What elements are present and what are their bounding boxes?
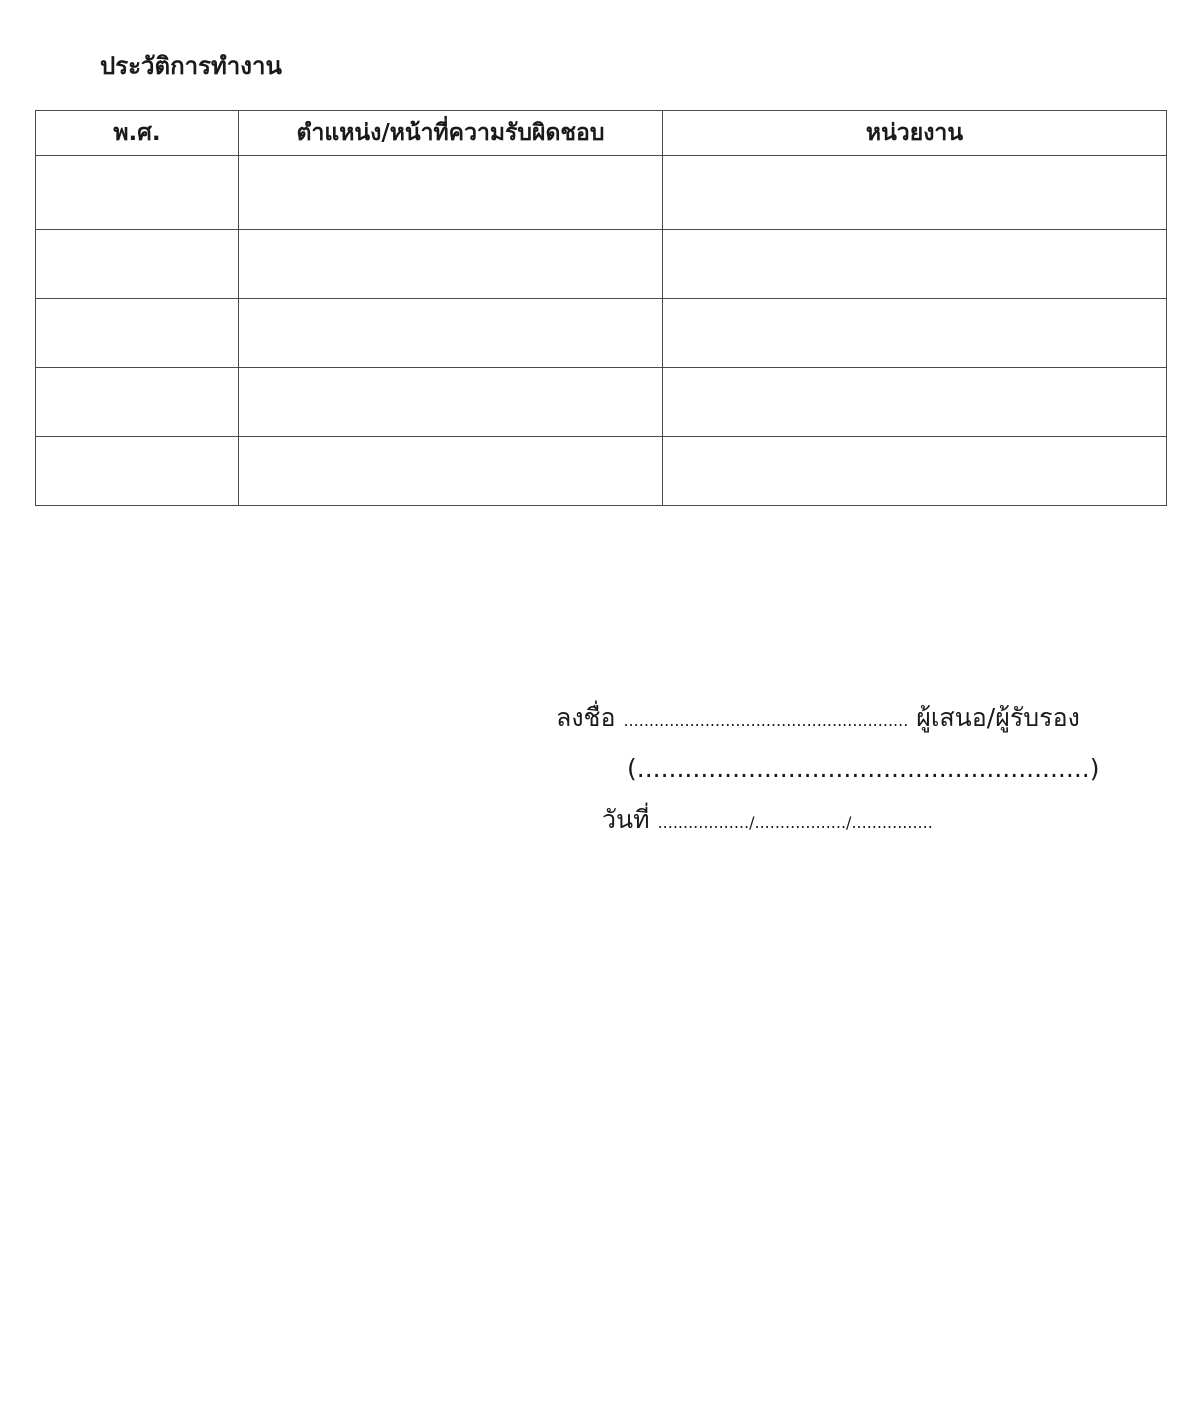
cell-year[interactable]	[36, 368, 239, 437]
name-line	[627, 751, 1099, 787]
header-position: ตำแหน่ง/หน้าที่ความรับผิดชอบ	[239, 111, 663, 156]
section-title: ประวัติการทำงาน	[100, 52, 282, 80]
header-organization: หน่วยงาน	[663, 111, 1167, 156]
cell-organization[interactable]	[663, 368, 1167, 437]
work-history-table	[35, 110, 1167, 506]
sign-label: ลงชื่อ	[556, 703, 616, 732]
table-row	[36, 368, 1167, 437]
signature-line	[556, 700, 1080, 739]
role-label: ผู้เสนอ/ผู้รับรอง	[916, 703, 1080, 732]
date-line	[602, 802, 933, 841]
cell-position[interactable]	[239, 368, 663, 437]
cell-year[interactable]	[36, 437, 239, 506]
table-row	[36, 299, 1167, 368]
table-row	[36, 437, 1167, 506]
cell-organization[interactable]	[663, 437, 1167, 506]
cell-organization[interactable]	[663, 230, 1167, 299]
cell-position[interactable]	[239, 299, 663, 368]
cell-year[interactable]	[36, 299, 239, 368]
cell-position[interactable]	[239, 156, 663, 230]
cell-year[interactable]	[36, 230, 239, 299]
table-row	[36, 156, 1167, 230]
cell-organization[interactable]	[663, 156, 1167, 230]
printed-name-field[interactable]: (.........................................................)	[627, 754, 1100, 783]
cell-organization[interactable]	[663, 299, 1167, 368]
table-row	[36, 230, 1167, 299]
cell-position[interactable]	[239, 437, 663, 506]
cell-year[interactable]	[36, 156, 239, 230]
sign-dots[interactable]: ........................................................	[623, 711, 909, 730]
table-header-row	[36, 111, 1167, 156]
date-field[interactable]: ................../................../................	[657, 813, 933, 832]
header-year: พ.ศ.	[36, 111, 239, 156]
date-label: วันที่	[602, 805, 650, 834]
cell-position[interactable]	[239, 230, 663, 299]
